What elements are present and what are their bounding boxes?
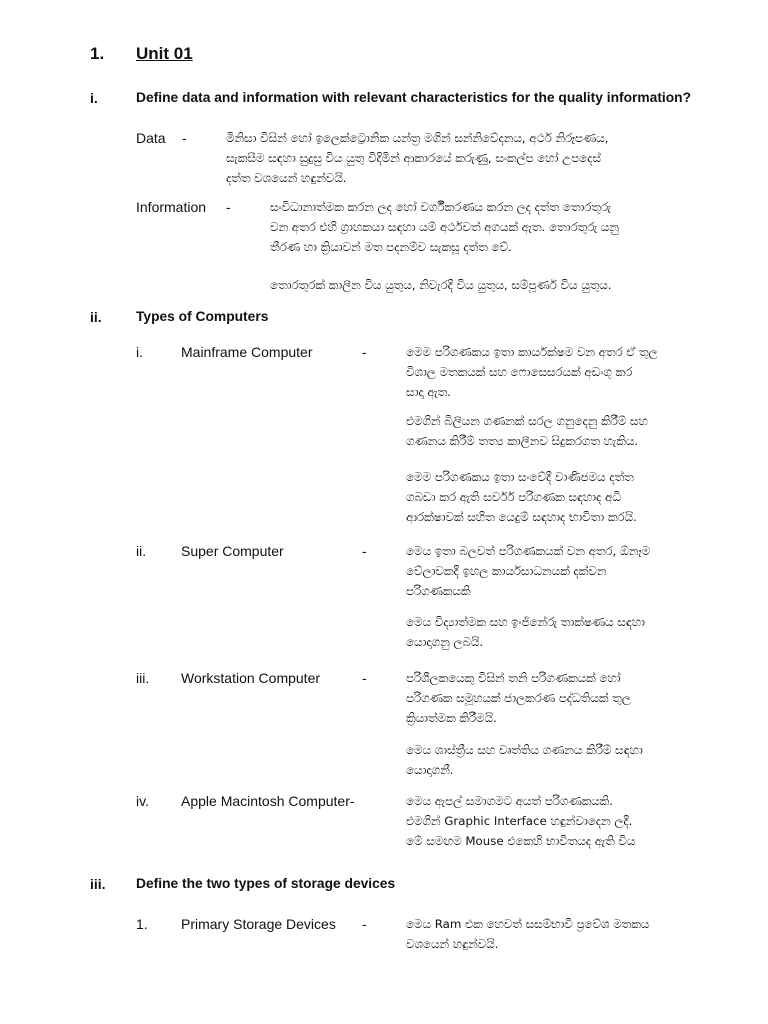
mainframe-para-2 bbox=[406, 411, 718, 451]
unit-number: 1. bbox=[90, 44, 105, 63]
para-line: විශාල මතකයක් සහ ෆොසෙසරයක් අඩංගු කර bbox=[406, 365, 633, 379]
workstation-para-2 bbox=[406, 740, 718, 780]
para-line: එමගින් බිලියන ගණනක් සරල ගනුදෙනු කිරීම් සහ bbox=[406, 414, 648, 428]
definition-line: වන අතර එහි ග්‍රාහකයා සඳහා යම් අර්ථවත් අගයක් ඇත. තොරතුරු යනු bbox=[270, 220, 619, 234]
para-line: සාදා ඇත. bbox=[406, 385, 451, 399]
super-para-2 bbox=[406, 612, 718, 652]
para-line: ගබඩා කර ඇති සර්වර් පරිගණක සඳහාද අධි bbox=[406, 490, 622, 504]
question-text: Define the two types of storage devices bbox=[136, 876, 396, 891]
item-number: ii. bbox=[136, 543, 147, 559]
definition-line: දත්ත වශයෙන් හඳුන්වයි. bbox=[226, 171, 347, 185]
para-line: වශයෙන් හඳුන්වයි. bbox=[406, 937, 499, 951]
para-line: එමගින් Graphic Interface හඳුන්වාදෙන ලදී. bbox=[406, 814, 633, 828]
mainframe-para-3 bbox=[406, 467, 718, 527]
para-line: මෙය විද්‍යාත්මක සහ ඉංජිනේරු තාක්ෂණය සඳහා bbox=[406, 615, 645, 629]
macintosh-para-1 bbox=[406, 791, 718, 851]
item-label-primary-storage: Primary Storage Devices bbox=[181, 916, 336, 932]
unit-title: Unit 01 bbox=[136, 44, 193, 63]
question-number: i. bbox=[90, 90, 98, 106]
question-number: iii. bbox=[90, 876, 106, 892]
para-line: මෙම පරිගණකය ඉතා කාර්යක්ෂම වන අතර ඒ තුල bbox=[406, 345, 658, 359]
item-dash: - bbox=[362, 670, 367, 686]
item-number: iv. bbox=[136, 793, 149, 809]
para-line: මෙය ඇපල් සමාගමට අයත් පරිගණකයකි. bbox=[406, 794, 613, 808]
para-line: මෙය Ram එක හෙවත් සසම්භාවී ප්‍රවේශ මතකය bbox=[406, 917, 650, 931]
para-line: මෙය ශාස්ත්‍රීය සහ වෘත්තිය ගණනය කිරීම් සඳහා bbox=[406, 743, 643, 757]
item-dash: - bbox=[362, 916, 367, 932]
para-line: පරිගණක සමූහයක් ජාලකරණ පද්ධතියක් තුල bbox=[406, 691, 631, 705]
definition-line: සංවිධානාත්මක කරන ලද හෝ වර්ගීකරණය කරන ලද දත්ත තොරතුරු bbox=[270, 200, 611, 214]
question-text: Types of Computers bbox=[136, 309, 269, 324]
data-definition bbox=[226, 128, 718, 188]
item-label-workstation: Workstation Computer bbox=[181, 670, 321, 686]
item-number: 1. bbox=[136, 916, 148, 932]
super-para-1 bbox=[406, 541, 718, 601]
question-text: Define data and information with relevant characteristics for the quality information? bbox=[136, 90, 692, 105]
item-label-macintosh: Apple Macintosh Computer- bbox=[181, 793, 355, 809]
information-dash: - bbox=[226, 199, 231, 215]
information-label: Information bbox=[136, 199, 207, 215]
information-definition bbox=[270, 197, 718, 257]
data-dash: - bbox=[182, 130, 187, 146]
para-line: මේ සමඟම Mouse එකෙහි භාවිතයද ඇති විය bbox=[406, 834, 636, 848]
definition-line: සැකසීම සඳහා සුදුසු විය යුතු විදිමින් ආකාරයේ කරුණු, සංකල්ප හෝ උපදෙස් bbox=[226, 151, 601, 165]
mainframe-para-1 bbox=[406, 342, 718, 402]
para-line: යොදාගනු ලබයි. bbox=[406, 635, 484, 649]
question-number: ii. bbox=[90, 309, 102, 325]
definition-line: තීරණ හා ක්‍රියාවන් මත පදනම්ව සැකසූ දත්ත වේ. bbox=[270, 240, 512, 254]
item-label-super: Super Computer bbox=[181, 543, 284, 559]
quality-line: තොරතුරක් කාලීන විය යුතුය, නිවැරදි විය යුතුය, සම්පූර්ණ විය යුතුය. bbox=[270, 278, 612, 292]
para-line: ආරක්ෂාවක් සහිත යෙදුම් සඳහාද භාවිතා කරයි. bbox=[406, 510, 637, 524]
item-dash: - bbox=[362, 543, 367, 559]
quality-characteristics bbox=[270, 275, 718, 295]
para-line: පරිගණකයකි bbox=[406, 584, 471, 598]
para-line: ක්‍රියාත්මක කිරීමයි. bbox=[406, 711, 497, 725]
primary-storage-para bbox=[406, 914, 718, 954]
item-dash: - bbox=[362, 344, 367, 360]
para-line: මෙම පරිගණකය ඉතා සංවේදී වාණිජමය දත්ත bbox=[406, 470, 634, 484]
para-line: යොදාගනී. bbox=[406, 763, 454, 777]
workstation-para-1 bbox=[406, 668, 718, 728]
item-number: i. bbox=[136, 344, 143, 360]
para-line: මෙය ඉතා බලවත් පරිගණකයක් වන අතර, ඕනෑම bbox=[406, 544, 651, 558]
data-label: Data bbox=[136, 130, 166, 146]
item-number: iii. bbox=[136, 670, 150, 686]
definition-line: මිනිසා විසින් හෝ ඉලෙක්ට්‍රොනික යන්ත්‍ර මගින් සන්නිවේදනය, අර්ථ නිරූපණය, bbox=[226, 131, 609, 145]
item-label-mainframe: Mainframe Computer bbox=[181, 344, 313, 360]
para-line: ගණනය කිරීම් තත්‍ය කාලීනව සිදුකරගත හැකිය. bbox=[406, 434, 639, 448]
para-line: වේලාවකදී ඉහල කාර්යසාධනයක් දක්වන bbox=[406, 564, 607, 578]
para-line: පරිශීලකයෙකු විසින් තනි පරිගණකයක් හෝ bbox=[406, 671, 621, 685]
